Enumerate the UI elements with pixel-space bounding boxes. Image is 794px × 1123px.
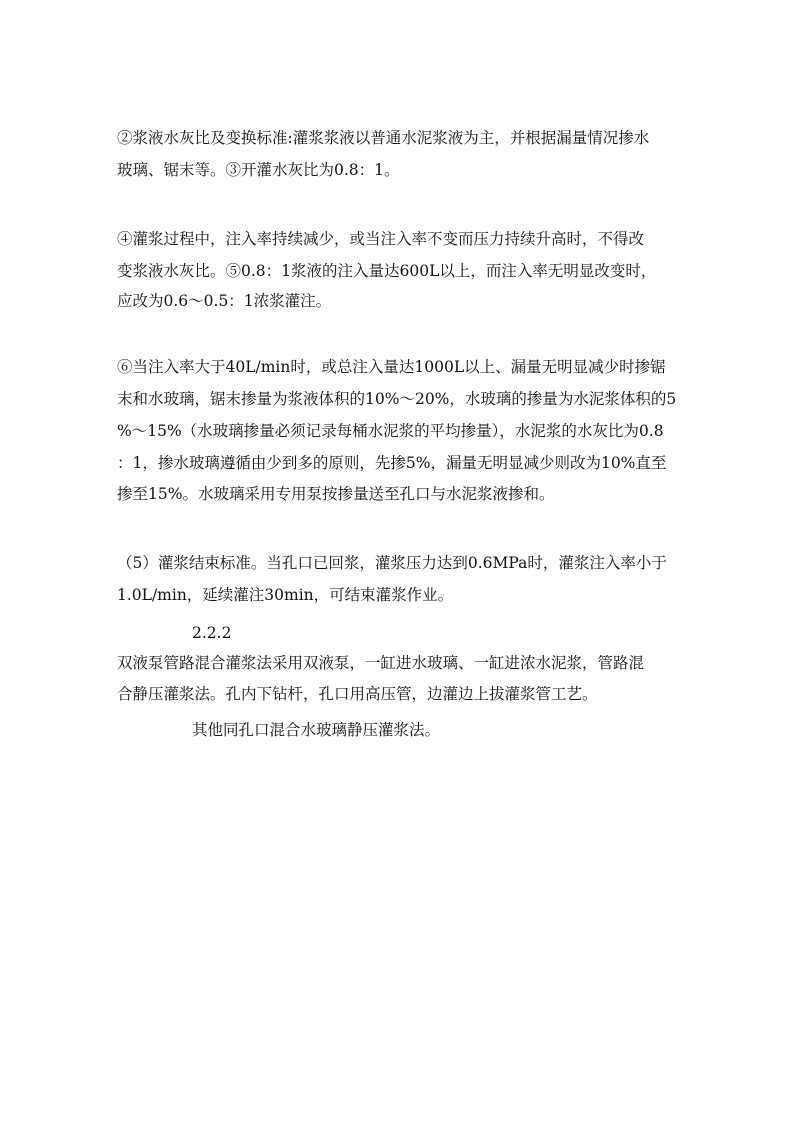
text-line: ⑥当注入率大于40L/min时，或总注入量达1000L以上、漏量无明显减少时掺锯 bbox=[117, 358, 666, 376]
text-line: （5）灌浆结束标准。当孔口已回浆，灌浆压力达到0.6MPa时，灌浆注入率小于 bbox=[117, 554, 667, 572]
text-line: ②浆液水灰比及变换标准:灌浆浆液以普通水泥浆液为主，并根据漏量情况掺水 bbox=[117, 129, 650, 147]
section-number: 2.2.2 bbox=[192, 624, 232, 642]
text-line: 双液泵管路混合灌浆法采用双液泵，一缸进水玻璃、一缸进浓水泥浆，管路混 bbox=[117, 654, 645, 672]
text-line: ④灌浆过程中，注入率持续减少，或当注入率不变而压力持续升高时，不得改 bbox=[117, 230, 645, 248]
text-line: 合静压灌浆法。孔内下钻杆，孔口用高压管，边灌边上拔灌浆管工艺。 bbox=[117, 685, 598, 703]
text-line: 变浆液水灰比。⑤0.8：1浆液的注入量达600L以上，而注入率无明显改变时， bbox=[117, 262, 657, 280]
paragraph-other: 其他同孔口混合水玻璃静压灌浆法。 bbox=[192, 721, 441, 739]
text-line: ：1，掺水玻璃遵循由少到多的原则，先掺5%，漏量无明显减少则改为10%直至 bbox=[117, 454, 667, 472]
text-line: 应改为0.6～0.5：1浓浆灌注。 bbox=[117, 292, 332, 310]
text-line: 玻璃、锯末等。③开灌水灰比为0.8：1。 bbox=[117, 161, 400, 179]
text-line: 掺至15%。水玻璃采用专用泵按掺量送至孔口与水泥浆液掺和。 bbox=[117, 485, 555, 503]
text-line: 1.0L/min，延续灌注30min，可结束灌浆作业。 bbox=[117, 586, 454, 604]
text-line: 末和水玻璃，锯末掺量为浆液体积的10%～20%，水玻璃的掺量为水泥浆体积的5 bbox=[117, 390, 677, 408]
text-line: %～15%（水玻璃掺量必须记录每桶水泥浆的平均掺量），水泥浆的水灰比为0.8 bbox=[117, 422, 664, 440]
